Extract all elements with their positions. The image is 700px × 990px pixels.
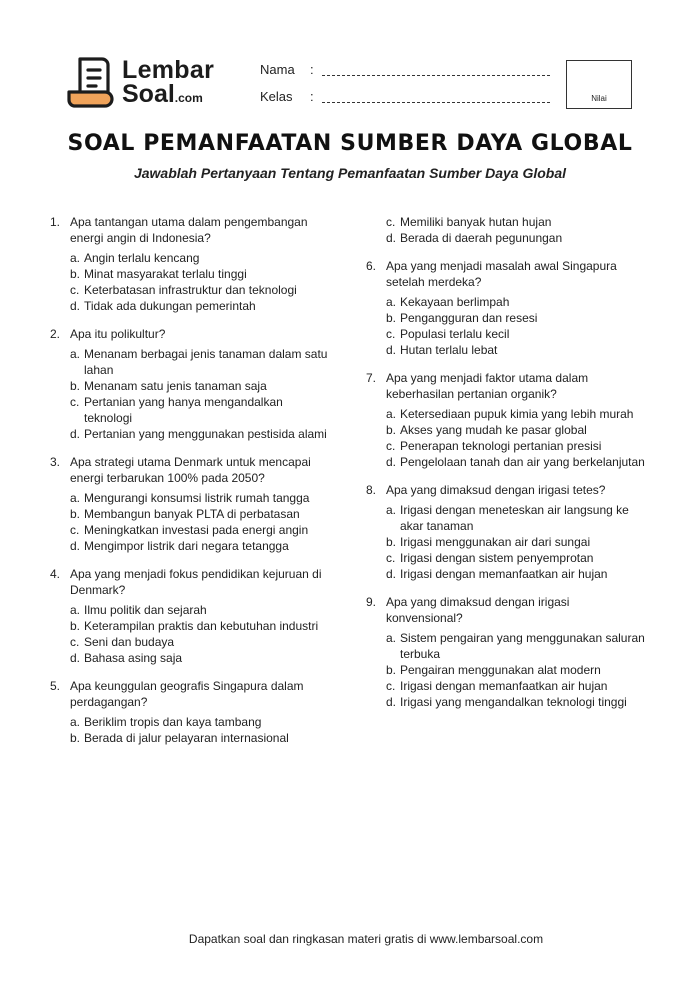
score-box[interactable] [566, 60, 632, 109]
logo-wordmark-line2: Soal [122, 80, 175, 108]
option-c[interactable]: c. Irigasi dengan memanfaatkan air hujan [386, 679, 608, 693]
option-d[interactable]: d. Pertanian yang menggunakan pestisida alami [70, 427, 327, 441]
footer-note: Dapatkan soal dan ringkasan materi gratis di www.lembarsoal.com [188, 932, 544, 946]
option-c[interactable]: c. Penerapan teknologi pertanian presisi [386, 439, 602, 453]
question-number: 3. [50, 455, 61, 469]
option-c[interactable]: c. Keterbatasan infrastruktur dan teknologi [70, 283, 297, 297]
class-colon: : [310, 89, 314, 104]
option-d[interactable]: d. Irigasi dengan memanfaatkan air hujan [386, 567, 608, 581]
question-number: 2. [50, 327, 61, 341]
question-text: Apa itu polikultur? [70, 327, 166, 341]
option-b[interactable]: b. Keterampilan praktis dan kebutuhan industri [70, 619, 319, 633]
question-1 [50, 214, 330, 314]
question-number: 1. [50, 215, 61, 229]
option-d[interactable]: d. Mengimpor listrik dari negara tetangga [70, 539, 289, 553]
question-7 [366, 370, 646, 470]
name-colon: : [310, 62, 314, 77]
class-label: Kelas [260, 89, 293, 104]
question-text: Apa yang dimaksud dengan irigasi konvensional? [386, 595, 570, 625]
option-b[interactable]: b. Pengangguran dan resesi [386, 311, 538, 325]
option-a[interactable]: a. Ilmu politik dan sejarah [70, 603, 207, 617]
question-4 [50, 566, 330, 666]
question-5 [50, 678, 330, 746]
page-subtitle: Jawablah Pertanyaan Tentang Pemanfaatan Sumber Daya Global [133, 165, 567, 181]
option-b[interactable]: b. Berada di jalur pelayaran internasional [70, 731, 289, 745]
option-a[interactable]: a. Angin terlalu kencang [70, 251, 200, 265]
question-2 [50, 326, 330, 442]
option-b[interactable]: b. Akses yang mudah ke pasar global [386, 423, 587, 437]
option-d[interactable]: d. Pengelolaan tanah dan air yang berkelanjutan [386, 455, 645, 469]
option-d[interactable]: d. Bahasa asing saja [70, 651, 183, 665]
question-6 [366, 258, 646, 358]
option-c[interactable]: c. Populasi terlalu kecil [386, 327, 510, 341]
question-3 [50, 454, 330, 554]
option-d[interactable]: d. Berada di daerah pegunungan [386, 231, 563, 245]
logo-wordmark-line1: Lembar [122, 56, 215, 84]
question-number: 4. [50, 567, 61, 581]
option-d[interactable]: d. Hutan terlalu lebat [386, 343, 498, 357]
option-b[interactable]: b. Menanam satu jenis tanaman saja [70, 379, 267, 393]
option-c[interactable]: c. Seni dan budaya [70, 635, 175, 649]
question-text: Apa yang dimaksud dengan irigasi tetes? [386, 483, 606, 497]
option-a[interactable]: a. Mengurangi konsumsi listrik rumah tangga [70, 491, 310, 505]
question-number: 5. [50, 679, 61, 693]
question-text: Apa keunggulan geografis Singapura dalam perdagangan? [70, 679, 304, 709]
worksheet-logo-icon [66, 56, 118, 110]
question-text: Apa tantangan utama dalam pengembangan energi angin di Indonesia? [70, 215, 308, 245]
option-b[interactable]: b. Pengairan menggunakan alat modern [386, 663, 601, 677]
logo-domain: .com [174, 91, 203, 105]
question-number: 8. [366, 483, 377, 497]
questions-right-column [366, 214, 646, 722]
option-b[interactable]: b. Minat masyarakat terlalu tinggi [70, 267, 247, 281]
option-d[interactable]: d. Tidak ada dukungan pemerintah [70, 299, 256, 313]
option-b[interactable]: b. Membangun banyak PLTA di perbatasan [70, 507, 300, 521]
option-c[interactable]: c. Meningkatkan investasi pada energi angin [70, 523, 309, 537]
score-label: Nilai [591, 94, 607, 103]
question-number: 9. [366, 595, 377, 609]
question-8 [366, 482, 646, 582]
option-c[interactable]: c. Pertanian yang hanya mengandalkan teknologi [70, 395, 283, 425]
class-blank-line[interactable] [322, 102, 550, 103]
question-text: Apa yang menjadi fokus pendidikan kejuruan di Denmark? [70, 567, 322, 597]
question-text: Apa yang menjadi faktor utama dalam keberhasilan pertanian organik? [386, 371, 589, 401]
option-b[interactable]: b. Irigasi menggunakan air dari sungai [386, 535, 591, 549]
name-blank-line[interactable] [322, 75, 550, 76]
option-a[interactable]: a. Irigasi dengan meneteskan air langsung ke akar tanaman [386, 503, 629, 533]
question-9 [366, 594, 646, 710]
question-text: Apa strategi utama Denmark untuk mencapai energi terbarukan 100% pada 2050? [70, 455, 311, 485]
option-a[interactable]: a. Menanam berbagai jenis tanaman dalam satu lahan [70, 347, 328, 377]
question-number: 6. [366, 259, 377, 273]
option-a[interactable]: a. Beriklim tropis dan kaya tambang [70, 715, 262, 729]
question-5-continued [366, 214, 646, 246]
option-c[interactable]: c. Memiliki banyak hutan hujan [386, 215, 552, 229]
logo [66, 56, 226, 112]
option-c[interactable]: c. Irigasi dengan sistem penyemprotan [386, 551, 594, 565]
option-d[interactable]: d. Irigasi yang mengandalkan teknologi tinggi [386, 695, 627, 709]
page-title: SOAL PEMANFAATAN SUMBER DAYA GLOBAL [67, 131, 633, 156]
question-text: Apa yang menjadi masalah awal Singapura setelah merdeka? [386, 259, 617, 289]
name-label: Nama [260, 62, 295, 77]
option-a[interactable]: a. Ketersediaan pupuk kimia yang lebih murah [386, 407, 634, 421]
option-a[interactable]: a. Sistem pengairan yang menggunakan saluran terbuka [386, 631, 645, 661]
question-number: 7. [366, 371, 377, 385]
questions-left-column [50, 214, 330, 758]
option-a[interactable]: a. Kekayaan berlimpah [386, 295, 510, 309]
